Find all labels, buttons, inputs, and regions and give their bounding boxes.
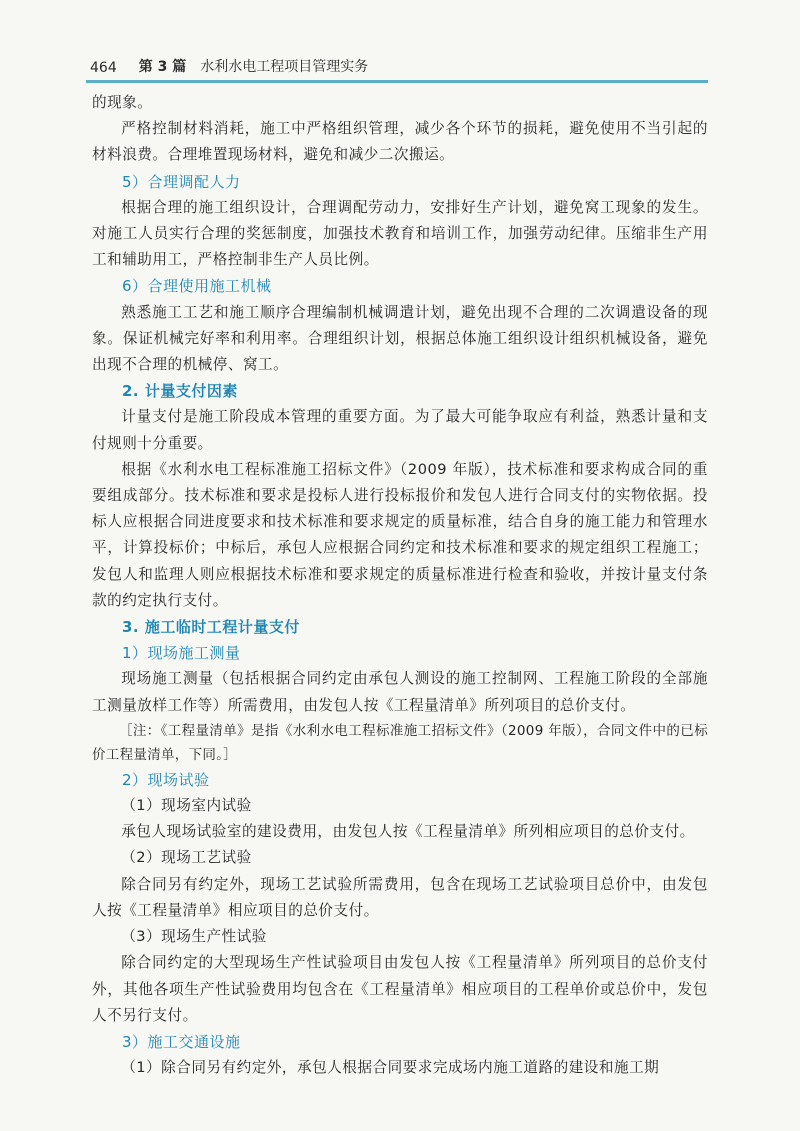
book-title: 水利水电工程项目管理实务: [200, 59, 369, 75]
page-body: [92, 90, 708, 1081]
paragraph: 除合同约定的大型现场生产性试验项目由发包人按《工程量清单》所列项目的总价支付外，其他各项生产性试验费用均包含在《工程量清单》相应项目的工程单价或总价中，发包人不另行支付。: [92, 954, 708, 1024]
item-heading: （2）现场工艺试验: [121, 849, 252, 867]
subsection-heading: 3）施工交通设施: [122, 1032, 241, 1051]
subsection-heading: 1）现场施工测量: [122, 644, 241, 663]
paragraph: 根据合理的施工组织设计，合理调配劳动力，安排好生产计划，避免窝工现象的发生。对施工人员实行合理的奖惩制度，加强技术教育和培训工作，加强劳动纪律。压缩非生产用工和辅助用工，严格控制非生产人员比例。: [92, 198, 708, 269]
note: ［注：《工程量清单》是指《水利水电工程标准施工招标文件》（2009 年版），合同文件中的已标价工程量清单，下同。］: [92, 722, 708, 763]
paragraph: 严格控制材料消耗，施工中严格组织管理，减少各个环节的损耗，避免使用不当引起的材料浪费。合理堆置现场材料，避免和减少二次搬运。: [92, 120, 708, 164]
section-heading: 2. 计量支付因素: [122, 382, 238, 401]
header-rule: [86, 80, 708, 83]
paragraph: 根据《水利水电工程标准施工招标文件》（2009 年版），技术标准和要求构成合同的重要组成部分。技术标准和要求是投标人进行投标报价和发包人进行合同支付的实物依据。投标人应根据合同进度要求和技术标准和要求规定的质量标准，结合自身的施工能力和管理水平，计算投标价；中标后，承包人应根据合同约定和技术标准和要求的规定组织工程施工；发包人和监理人则应根据技术标准和要求规定的质量标准进行检查和验收，并按计量支付条款的约定执行支付。: [92, 460, 708, 609]
item-heading: （3）现场生产性试验: [121, 928, 267, 946]
page-header: [90, 54, 710, 76]
page-number: 464: [90, 60, 117, 76]
subsection-heading: 2）现场试验: [122, 770, 210, 789]
section-heading: 3. 施工临时工程计量支付: [122, 618, 300, 637]
paragraph: 现场施工测量（包括根据合同约定由承包人测设的施工控制网、工程施工阶段的全部施工测量放样工作等）所需费用，由发包人按《工程量清单》所列项目的总价支付。: [92, 670, 708, 714]
paragraph: 的现象。: [92, 94, 153, 111]
paragraph: 熟悉施工工艺和施工顺序合理编制机械调遣计划，避免出现不合理的二次调遣设备的现象。保证机械完好率和利用率。合理组织计划，根据总体施工组织设计组织机械设备，避免出现不合理的机械停、窝工。: [92, 303, 708, 374]
item-heading: （1）现场室内试验: [121, 797, 252, 815]
subsection-heading: 6）合理使用施工机械: [122, 277, 272, 296]
part-label: 第 3 篇: [138, 59, 187, 75]
paragraph: 计量支付是施工阶段成本管理的重要方面。为了最大可能争取应有利益，熟悉计量和支付规则十分重要。: [92, 408, 708, 452]
subsection-heading: 5）合理调配人力: [122, 172, 241, 191]
paragraph: 除合同另有约定外，现场工艺试验所需费用，包含在现场工艺试验项目总价中，由发包人按《工程量清单》相应项目的总价支付。: [92, 875, 708, 919]
paragraph: （1）除合同另有约定外，承包人根据合同要求完成场内施工道路的建设和施工期: [121, 1059, 660, 1077]
paragraph: 承包人现场试验室的建设费用，由发包人按《工程量清单》所列相应项目的总价支付。: [121, 823, 695, 841]
